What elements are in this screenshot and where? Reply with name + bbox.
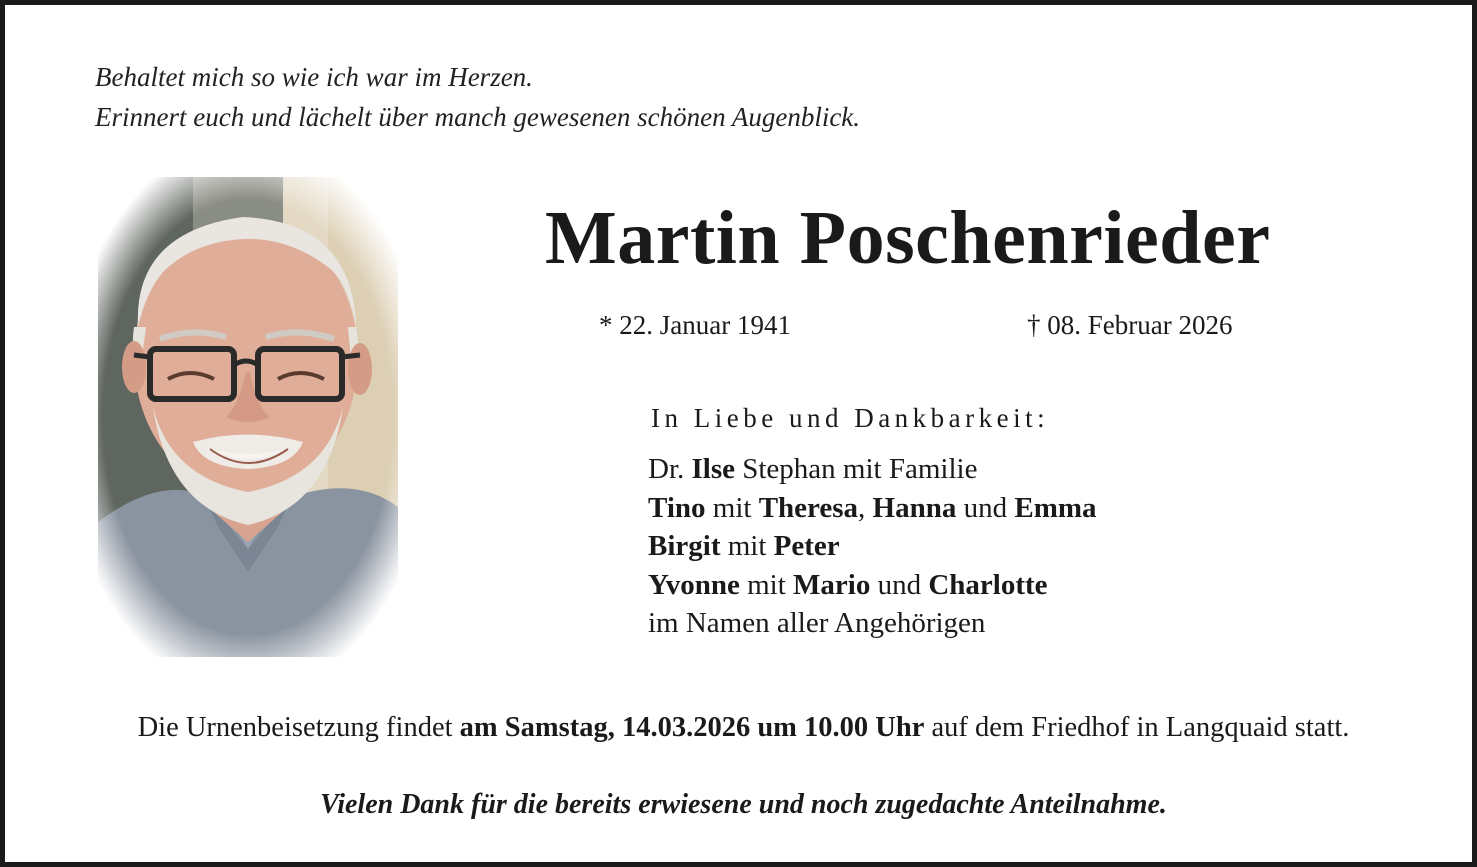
mourner-text: Stephan mit Familie: [735, 453, 978, 485]
mourner-line: [648, 450, 1097, 489]
mourner-name: Yvonne: [648, 568, 740, 601]
mourner-line: [648, 604, 1097, 643]
thanks-heading: In Liebe und Dankbarkeit:: [651, 403, 1050, 433]
mourner-text: mit: [739, 568, 794, 601]
mourner-name: Charlotte: [928, 568, 1048, 601]
mourner-text: und: [956, 491, 1015, 524]
mourner-name: Theresa: [758, 491, 859, 524]
mourner-line: [648, 527, 1097, 566]
mourner-text: und: [870, 568, 929, 601]
mourner-name: Ilse: [691, 453, 735, 485]
mourner-text: Dr.: [648, 453, 692, 485]
mourner-text: im Namen aller Angehörigen: [648, 607, 986, 639]
mourner-name: Birgit: [648, 530, 721, 562]
funeral-date-time: am Samstag, 14.03.2026 um 10.00 Uhr: [459, 712, 925, 743]
quote-line-2: Erinnert euch und lächelt über manch gewesenen schönen Augenblick.: [95, 102, 861, 132]
funeral-text-pre: Die Urnenbeisetzung findet: [137, 712, 460, 743]
closing-thanks: Vielen Dank für die bereits erwiesene und noch zugedachte Anteilnahme.: [320, 789, 1167, 820]
mourners-list: [648, 450, 1097, 643]
mourner-line: [648, 489, 1097, 528]
funeral-text-post: auf dem Friedhof in Langquaid statt.: [924, 712, 1350, 743]
mourner-text: mit: [705, 491, 759, 524]
mourner-name: Hanna: [872, 491, 957, 524]
portrait-photo: [98, 177, 398, 657]
funeral-info: [5, 709, 1477, 747]
mourner-text: ,: [858, 491, 873, 524]
deceased-name: Martin Poschenrieder: [545, 196, 1271, 280]
mourner-name: Emma: [1014, 491, 1097, 524]
death-date: † 08. Februar 2026: [1027, 310, 1233, 340]
birth-date: * 22. Januar 1941: [599, 310, 791, 340]
mourner-name: Peter: [773, 530, 840, 562]
mourner-name: Mario: [793, 568, 871, 601]
memorial-quote: [95, 57, 860, 137]
mourner-name: Tino: [648, 491, 706, 524]
mourner-line: [648, 566, 1097, 605]
quote-line-1: Behaltet mich so wie ich war im Herzen.: [95, 62, 533, 92]
mourner-text: mit: [720, 530, 774, 562]
